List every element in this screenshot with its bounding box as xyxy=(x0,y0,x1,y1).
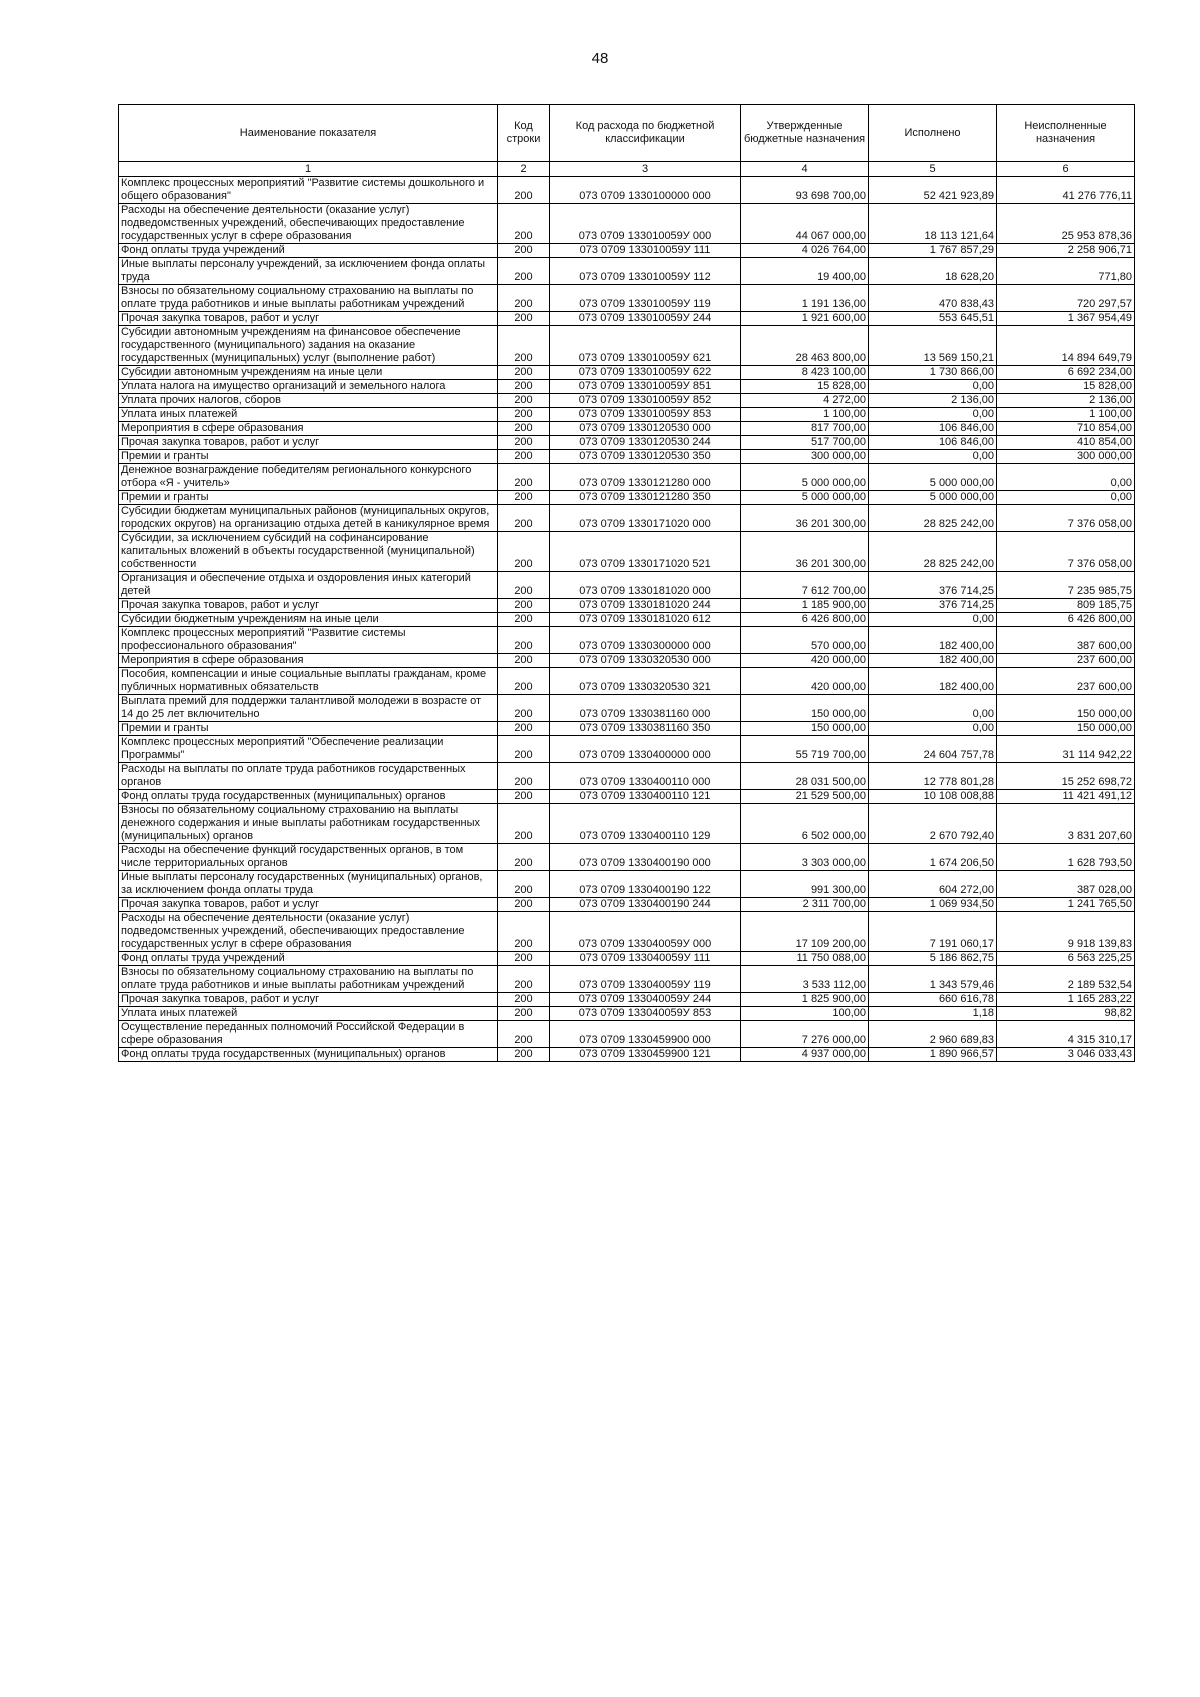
row-executed: 2 136,00 xyxy=(869,394,997,408)
table-row xyxy=(119,898,1135,912)
row-name: Взносы по обязательному социальному страхованию на выплаты по оплате труда работников и иные выплаты работникам учреждений xyxy=(119,285,498,312)
row-name: Прочая закупка товаров, работ и услуг xyxy=(119,599,498,613)
row-code: 200 xyxy=(498,844,550,871)
row-executed: 470 838,43 xyxy=(869,285,997,312)
row-code: 200 xyxy=(498,668,550,695)
row-kbk: 073 0709 1330459900 121 xyxy=(550,1048,741,1062)
row-unexecuted: 6 563 225,25 xyxy=(997,952,1135,966)
row-kbk: 073 0709 1330400190 244 xyxy=(550,898,741,912)
row-name: Осуществление переданных полномочий Российской Федерации в сфере образования xyxy=(119,1021,498,1048)
table-row xyxy=(119,763,1135,790)
row-executed: 0,00 xyxy=(869,450,997,464)
row-code: 200 xyxy=(498,763,550,790)
table-row xyxy=(119,177,1135,204)
table-row xyxy=(119,380,1135,394)
row-code: 200 xyxy=(498,1021,550,1048)
row-code: 200 xyxy=(498,464,550,491)
row-executed: 28 825 242,00 xyxy=(869,532,997,572)
column-number: 1 xyxy=(119,162,498,177)
row-name: Уплата иных платежей xyxy=(119,408,498,422)
row-kbk: 073 0709 133010059У 851 xyxy=(550,380,741,394)
row-kbk: 073 0709 1330400110 000 xyxy=(550,763,741,790)
row-code: 200 xyxy=(498,993,550,1007)
row-executed: 5 186 862,75 xyxy=(869,952,997,966)
row-approved: 21 529 500,00 xyxy=(741,790,869,804)
row-kbk: 073 0709 1330320530 321 xyxy=(550,668,741,695)
row-kbk: 073 0709 1330120530 244 xyxy=(550,436,741,450)
row-unexecuted: 7 376 058,00 xyxy=(997,505,1135,532)
row-code: 200 xyxy=(498,450,550,464)
row-executed: 18 628,20 xyxy=(869,258,997,285)
row-approved: 420 000,00 xyxy=(741,654,869,668)
row-approved: 3 533 112,00 xyxy=(741,966,869,993)
row-approved: 3 303 000,00 xyxy=(741,844,869,871)
row-executed: 1 069 934,50 xyxy=(869,898,997,912)
row-approved: 7 276 000,00 xyxy=(741,1021,869,1048)
row-executed: 18 113 121,64 xyxy=(869,204,997,244)
row-kbk: 073 0709 1330120530 350 xyxy=(550,450,741,464)
row-unexecuted: 1 241 765,50 xyxy=(997,898,1135,912)
row-code: 200 xyxy=(498,722,550,736)
row-kbk: 073 0709 133010059У 111 xyxy=(550,244,741,258)
row-name: Субсидии, за исключением субсидий на софинансирование капитальных вложений в объекты государственной (муниципальной) собственности xyxy=(119,532,498,572)
row-name: Уплата налога на имущество организаций и земельного налога xyxy=(119,380,498,394)
row-executed: 553 645,51 xyxy=(869,312,997,326)
row-executed: 1 343 579,46 xyxy=(869,966,997,993)
row-kbk: 073 0709 133040059У 111 xyxy=(550,952,741,966)
row-name: Субсидии автономным учреждениям на финансовое обеспечение государственного (муниципального) задания на оказание государственных (муниципальных) услуг (выполнение работ) xyxy=(119,326,498,366)
row-unexecuted: 237 600,00 xyxy=(997,668,1135,695)
header-approved: Утвержденные бюджетные назначения xyxy=(741,105,869,162)
row-code: 200 xyxy=(498,898,550,912)
column-number: 5 xyxy=(869,162,997,177)
row-name: Прочая закупка товаров, работ и услуг xyxy=(119,993,498,1007)
row-approved: 8 423 100,00 xyxy=(741,366,869,380)
row-name: Субсидии автономным учреждениям на иные цели xyxy=(119,366,498,380)
row-approved: 11 750 088,00 xyxy=(741,952,869,966)
row-kbk: 073 0709 133010059У 853 xyxy=(550,408,741,422)
row-unexecuted: 387 600,00 xyxy=(997,627,1135,654)
row-kbk: 073 0709 133010059У 112 xyxy=(550,258,741,285)
row-code: 200 xyxy=(498,952,550,966)
row-name: Комплекс процессных мероприятий "Обеспечение реализации Программы" xyxy=(119,736,498,763)
row-approved: 1 191 136,00 xyxy=(741,285,869,312)
row-approved: 55 719 700,00 xyxy=(741,736,869,763)
header-row-code: Код строки xyxy=(498,105,550,162)
row-unexecuted: 710 854,00 xyxy=(997,422,1135,436)
row-name: Фонд оплаты труда учреждений xyxy=(119,952,498,966)
row-unexecuted: 25 953 878,36 xyxy=(997,204,1135,244)
row-unexecuted: 771,80 xyxy=(997,258,1135,285)
table-row xyxy=(119,736,1135,763)
header-name: Наименование показателя xyxy=(119,105,498,162)
row-unexecuted: 1 628 793,50 xyxy=(997,844,1135,871)
row-code: 200 xyxy=(498,285,550,312)
row-name: Уплата прочих налогов, сборов xyxy=(119,394,498,408)
row-name: Прочая закупка товаров, работ и услуг xyxy=(119,312,498,326)
row-name: Мероприятия в сфере образования xyxy=(119,422,498,436)
header-executed: Исполнено xyxy=(869,105,997,162)
table-row xyxy=(119,204,1135,244)
table-row xyxy=(119,722,1135,736)
row-executed: 10 108 008,88 xyxy=(869,790,997,804)
row-unexecuted: 6 426 800,00 xyxy=(997,613,1135,627)
row-name: Взносы по обязательному социальному страхованию на выплаты по оплате труда работников и иные выплаты работникам учреждений xyxy=(119,966,498,993)
row-kbk: 073 0709 1330181020 612 xyxy=(550,613,741,627)
row-executed: 1 730 866,00 xyxy=(869,366,997,380)
row-approved: 420 000,00 xyxy=(741,668,869,695)
row-approved: 93 698 700,00 xyxy=(741,177,869,204)
table-row xyxy=(119,258,1135,285)
table-row xyxy=(119,394,1135,408)
row-unexecuted: 1 367 954,49 xyxy=(997,312,1135,326)
row-approved: 100,00 xyxy=(741,1007,869,1021)
row-code: 200 xyxy=(498,966,550,993)
table-row xyxy=(119,505,1135,532)
row-kbk: 073 0709 1330120530 000 xyxy=(550,422,741,436)
row-approved: 570 000,00 xyxy=(741,627,869,654)
row-approved: 36 201 300,00 xyxy=(741,505,869,532)
row-executed: 0,00 xyxy=(869,380,997,394)
row-name: Организация и обеспечение отдыха и оздоровления иных категорий детей xyxy=(119,572,498,599)
row-kbk: 073 0709 133040059У 853 xyxy=(550,1007,741,1021)
row-name: Премии и гранты xyxy=(119,450,498,464)
table-row xyxy=(119,436,1135,450)
row-code: 200 xyxy=(498,572,550,599)
table-row xyxy=(119,668,1135,695)
row-executed: 13 569 150,21 xyxy=(869,326,997,366)
row-approved: 1 825 900,00 xyxy=(741,993,869,1007)
row-name: Комплекс процессных мероприятий "Развитие системы дошкольного и общего образования" xyxy=(119,177,498,204)
row-unexecuted: 3 831 207,60 xyxy=(997,804,1135,844)
table-row xyxy=(119,871,1135,898)
row-approved: 1 921 600,00 xyxy=(741,312,869,326)
row-kbk: 073 0709 133040059У 000 xyxy=(550,912,741,952)
row-executed: 5 000 000,00 xyxy=(869,464,997,491)
row-approved: 7 612 700,00 xyxy=(741,572,869,599)
row-approved: 19 400,00 xyxy=(741,258,869,285)
row-executed: 1 674 206,50 xyxy=(869,844,997,871)
row-approved: 1 100,00 xyxy=(741,408,869,422)
row-approved: 517 700,00 xyxy=(741,436,869,450)
row-code: 200 xyxy=(498,491,550,505)
row-executed: 52 421 923,89 xyxy=(869,177,997,204)
row-kbk: 073 0709 133010059У 622 xyxy=(550,366,741,380)
table-row xyxy=(119,285,1135,312)
row-unexecuted: 4 315 310,17 xyxy=(997,1021,1135,1048)
row-code: 200 xyxy=(498,1048,550,1062)
row-approved: 6 426 800,00 xyxy=(741,613,869,627)
row-kbk: 073 0709 1330171020 000 xyxy=(550,505,741,532)
row-executed: 24 604 757,78 xyxy=(869,736,997,763)
table-row xyxy=(119,952,1135,966)
row-name: Прочая закупка товаров, работ и услуг xyxy=(119,898,498,912)
row-name: Расходы на обеспечение деятельности (оказание услуг) подведомственных учреждений, обеспечивающих предоставление государственных услуг в сфере образования xyxy=(119,204,498,244)
column-number: 4 xyxy=(741,162,869,177)
row-name: Пособия, компенсации и иные социальные выплаты гражданам, кроме публичных нормативных обязательств xyxy=(119,668,498,695)
row-code: 200 xyxy=(498,599,550,613)
row-executed: 2 670 792,40 xyxy=(869,804,997,844)
row-executed: 7 191 060,17 xyxy=(869,912,997,952)
row-name: Уплата иных платежей xyxy=(119,1007,498,1021)
row-unexecuted: 237 600,00 xyxy=(997,654,1135,668)
row-unexecuted: 387 028,00 xyxy=(997,871,1135,898)
row-kbk: 073 0709 1330181020 000 xyxy=(550,572,741,599)
row-unexecuted: 150 000,00 xyxy=(997,722,1135,736)
table-row xyxy=(119,1021,1135,1048)
header-unexecuted: Неисполненные назначения xyxy=(997,105,1135,162)
column-number-row xyxy=(119,162,1135,177)
row-unexecuted: 98,82 xyxy=(997,1007,1135,1021)
row-kbk: 073 0709 133010059У 000 xyxy=(550,204,741,244)
row-kbk: 073 0709 1330400190 000 xyxy=(550,844,741,871)
row-code: 200 xyxy=(498,177,550,204)
row-executed: 182 400,00 xyxy=(869,627,997,654)
row-code: 200 xyxy=(498,532,550,572)
row-name: Мероприятия в сфере образования xyxy=(119,654,498,668)
row-executed: 660 616,78 xyxy=(869,993,997,1007)
row-kbk: 073 0709 1330400190 122 xyxy=(550,871,741,898)
table-row xyxy=(119,993,1135,1007)
table-row xyxy=(119,695,1135,722)
table-row xyxy=(119,572,1135,599)
row-name: Прочая закупка товаров, работ и услуг xyxy=(119,436,498,450)
row-unexecuted: 150 000,00 xyxy=(997,695,1135,722)
row-kbk: 073 0709 1330320530 000 xyxy=(550,654,741,668)
row-approved: 28 463 800,00 xyxy=(741,326,869,366)
row-approved: 4 272,00 xyxy=(741,394,869,408)
table-row xyxy=(119,244,1135,258)
row-unexecuted: 0,00 xyxy=(997,491,1135,505)
row-unexecuted: 0,00 xyxy=(997,464,1135,491)
page-number: 48 xyxy=(591,50,609,67)
row-code: 200 xyxy=(498,380,550,394)
row-approved: 1 185 900,00 xyxy=(741,599,869,613)
row-unexecuted: 7 235 985,75 xyxy=(997,572,1135,599)
row-kbk: 073 0709 133010059У 244 xyxy=(550,312,741,326)
row-executed: 0,00 xyxy=(869,408,997,422)
row-kbk: 073 0709 1330400110 129 xyxy=(550,804,741,844)
row-code: 200 xyxy=(498,204,550,244)
table-row xyxy=(119,422,1135,436)
row-kbk: 073 0709 133010059У 852 xyxy=(550,394,741,408)
row-name: Фонд оплаты труда учреждений xyxy=(119,244,498,258)
row-kbk: 073 0709 1330181020 244 xyxy=(550,599,741,613)
budget-execution-table xyxy=(118,104,1135,1062)
row-executed: 5 000 000,00 xyxy=(869,491,997,505)
row-code: 200 xyxy=(498,394,550,408)
row-approved: 15 828,00 xyxy=(741,380,869,394)
row-kbk: 073 0709 133040059У 244 xyxy=(550,993,741,1007)
row-code: 200 xyxy=(498,654,550,668)
row-approved: 4 937 000,00 xyxy=(741,1048,869,1062)
row-kbk: 073 0709 1330121280 350 xyxy=(550,491,741,505)
table-row xyxy=(119,599,1135,613)
row-executed: 376 714,25 xyxy=(869,599,997,613)
row-executed: 0,00 xyxy=(869,722,997,736)
row-approved: 5 000 000,00 xyxy=(741,464,869,491)
row-code: 200 xyxy=(498,1007,550,1021)
row-executed: 28 825 242,00 xyxy=(869,505,997,532)
row-unexecuted: 2 189 532,54 xyxy=(997,966,1135,993)
table-row xyxy=(119,966,1135,993)
row-unexecuted: 15 252 698,72 xyxy=(997,763,1135,790)
row-kbk: 073 0709 1330459900 000 xyxy=(550,1021,741,1048)
row-name: Иные выплаты персоналу государственных (муниципальных) органов, за исключением фонда оплаты труда xyxy=(119,871,498,898)
table-row xyxy=(119,366,1135,380)
row-executed: 12 778 801,28 xyxy=(869,763,997,790)
row-name: Взносы по обязательному социальному страхованию на выплаты денежного содержания и иные выплаты работникам государственных (муниципальных) органов xyxy=(119,804,498,844)
row-executed: 0,00 xyxy=(869,613,997,627)
table-row xyxy=(119,627,1135,654)
table-row xyxy=(119,912,1135,952)
row-name: Расходы на выплаты по оплате труда работников государственных органов xyxy=(119,763,498,790)
table-row xyxy=(119,491,1135,505)
row-executed: 106 846,00 xyxy=(869,436,997,450)
row-code: 200 xyxy=(498,422,550,436)
row-executed: 604 272,00 xyxy=(869,871,997,898)
row-kbk: 073 0709 1330381160 350 xyxy=(550,722,741,736)
row-kbk: 073 0709 1330100000 000 xyxy=(550,177,741,204)
row-approved: 4 026 764,00 xyxy=(741,244,869,258)
row-approved: 150 000,00 xyxy=(741,695,869,722)
row-kbk: 073 0709 1330300000 000 xyxy=(550,627,741,654)
row-kbk: 073 0709 1330381160 000 xyxy=(550,695,741,722)
table-header xyxy=(119,105,1135,177)
row-code: 200 xyxy=(498,408,550,422)
row-executed: 2 960 689,83 xyxy=(869,1021,997,1048)
row-code: 200 xyxy=(498,912,550,952)
row-executed: 0,00 xyxy=(869,695,997,722)
row-approved: 44 067 000,00 xyxy=(741,204,869,244)
row-unexecuted: 41 276 776,11 xyxy=(997,177,1135,204)
row-code: 200 xyxy=(498,613,550,627)
row-executed: 1,18 xyxy=(869,1007,997,1021)
row-approved: 6 502 000,00 xyxy=(741,804,869,844)
row-unexecuted: 11 421 491,12 xyxy=(997,790,1135,804)
row-unexecuted: 1 100,00 xyxy=(997,408,1135,422)
row-approved: 817 700,00 xyxy=(741,422,869,436)
table-row xyxy=(119,312,1135,326)
row-unexecuted: 3 046 033,43 xyxy=(997,1048,1135,1062)
row-code: 200 xyxy=(498,312,550,326)
column-number: 3 xyxy=(550,162,741,177)
row-unexecuted: 6 692 234,00 xyxy=(997,366,1135,380)
row-name: Премии и гранты xyxy=(119,722,498,736)
row-kbk: 073 0709 133010059У 621 xyxy=(550,326,741,366)
row-code: 200 xyxy=(498,804,550,844)
row-executed: 1 890 966,57 xyxy=(869,1048,997,1062)
row-approved: 991 300,00 xyxy=(741,871,869,898)
row-unexecuted: 31 114 942,22 xyxy=(997,736,1135,763)
row-kbk: 073 0709 1330400110 121 xyxy=(550,790,741,804)
row-approved: 150 000,00 xyxy=(741,722,869,736)
row-kbk: 073 0709 133040059У 119 xyxy=(550,966,741,993)
table-row xyxy=(119,1007,1135,1021)
table-row xyxy=(119,844,1135,871)
row-kbk: 073 0709 1330171020 521 xyxy=(550,532,741,572)
table-row xyxy=(119,790,1135,804)
row-code: 200 xyxy=(498,790,550,804)
row-unexecuted: 809 185,75 xyxy=(997,599,1135,613)
row-unexecuted: 720 297,57 xyxy=(997,285,1135,312)
row-name: Премии и гранты xyxy=(119,491,498,505)
table-row xyxy=(119,804,1135,844)
row-unexecuted: 15 828,00 xyxy=(997,380,1135,394)
row-kbk: 073 0709 133010059У 119 xyxy=(550,285,741,312)
table-row xyxy=(119,408,1135,422)
row-name: Фонд оплаты труда государственных (муниципальных) органов xyxy=(119,790,498,804)
row-unexecuted: 300 000,00 xyxy=(997,450,1135,464)
row-executed: 376 714,25 xyxy=(869,572,997,599)
row-name: Комплекс процессных мероприятий "Развитие системы профессионального образования" xyxy=(119,627,498,654)
table-body xyxy=(119,177,1135,1062)
row-executed: 1 767 857,29 xyxy=(869,244,997,258)
row-approved: 17 109 200,00 xyxy=(741,912,869,952)
row-kbk: 073 0709 1330121280 000 xyxy=(550,464,741,491)
row-approved: 2 311 700,00 xyxy=(741,898,869,912)
row-name: Выплата премий для поддержки талантливой молодежи в возрасте от 14 до 25 лет включительно xyxy=(119,695,498,722)
row-code: 200 xyxy=(498,366,550,380)
row-unexecuted: 2 136,00 xyxy=(997,394,1135,408)
row-executed: 106 846,00 xyxy=(869,422,997,436)
table-row xyxy=(119,1048,1135,1062)
header-kbk: Код расхода по бюджетной классификации xyxy=(550,105,741,162)
row-name: Денежное вознаграждение победителям регионального конкурсного отбора «Я - учитель» xyxy=(119,464,498,491)
row-code: 200 xyxy=(498,244,550,258)
row-code: 200 xyxy=(498,436,550,450)
row-code: 200 xyxy=(498,695,550,722)
row-approved: 5 000 000,00 xyxy=(741,491,869,505)
row-kbk: 073 0709 1330400000 000 xyxy=(550,736,741,763)
table-row xyxy=(119,654,1135,668)
row-name: Субсидии бюджетным учреждениям на иные цели xyxy=(119,613,498,627)
row-name: Фонд оплаты труда государственных (муниципальных) органов xyxy=(119,1048,498,1062)
row-code: 200 xyxy=(498,627,550,654)
row-unexecuted: 14 894 649,79 xyxy=(997,326,1135,366)
row-unexecuted: 1 165 283,22 xyxy=(997,993,1135,1007)
row-code: 200 xyxy=(498,326,550,366)
table-row xyxy=(119,613,1135,627)
row-code: 200 xyxy=(498,736,550,763)
row-name: Субсидии бюджетам муниципальных районов (муниципальных округов, городских округов) на организацию отдыха детей в каникулярное время xyxy=(119,505,498,532)
row-code: 200 xyxy=(498,258,550,285)
table-row xyxy=(119,464,1135,491)
table-row xyxy=(119,450,1135,464)
row-approved: 28 031 500,00 xyxy=(741,763,869,790)
row-unexecuted: 2 258 906,71 xyxy=(997,244,1135,258)
table-row xyxy=(119,326,1135,366)
row-executed: 182 400,00 xyxy=(869,668,997,695)
row-name: Расходы на обеспечение функций государственных органов, в том числе территориальных органов xyxy=(119,844,498,871)
table-row xyxy=(119,532,1135,572)
row-name: Расходы на обеспечение деятельности (оказание услуг) подведомственных учреждений, обеспечивающих предоставление государственных услуг в сфере образования xyxy=(119,912,498,952)
column-number: 6 xyxy=(997,162,1135,177)
row-unexecuted: 7 376 058,00 xyxy=(997,532,1135,572)
row-name: Иные выплаты персоналу учреждений, за исключением фонда оплаты труда xyxy=(119,258,498,285)
row-executed: 182 400,00 xyxy=(869,654,997,668)
column-number: 2 xyxy=(498,162,550,177)
row-approved: 300 000,00 xyxy=(741,450,869,464)
row-unexecuted: 9 918 139,83 xyxy=(997,912,1135,952)
row-approved: 36 201 300,00 xyxy=(741,532,869,572)
row-unexecuted: 410 854,00 xyxy=(997,436,1135,450)
row-code: 200 xyxy=(498,505,550,532)
row-code: 200 xyxy=(498,871,550,898)
